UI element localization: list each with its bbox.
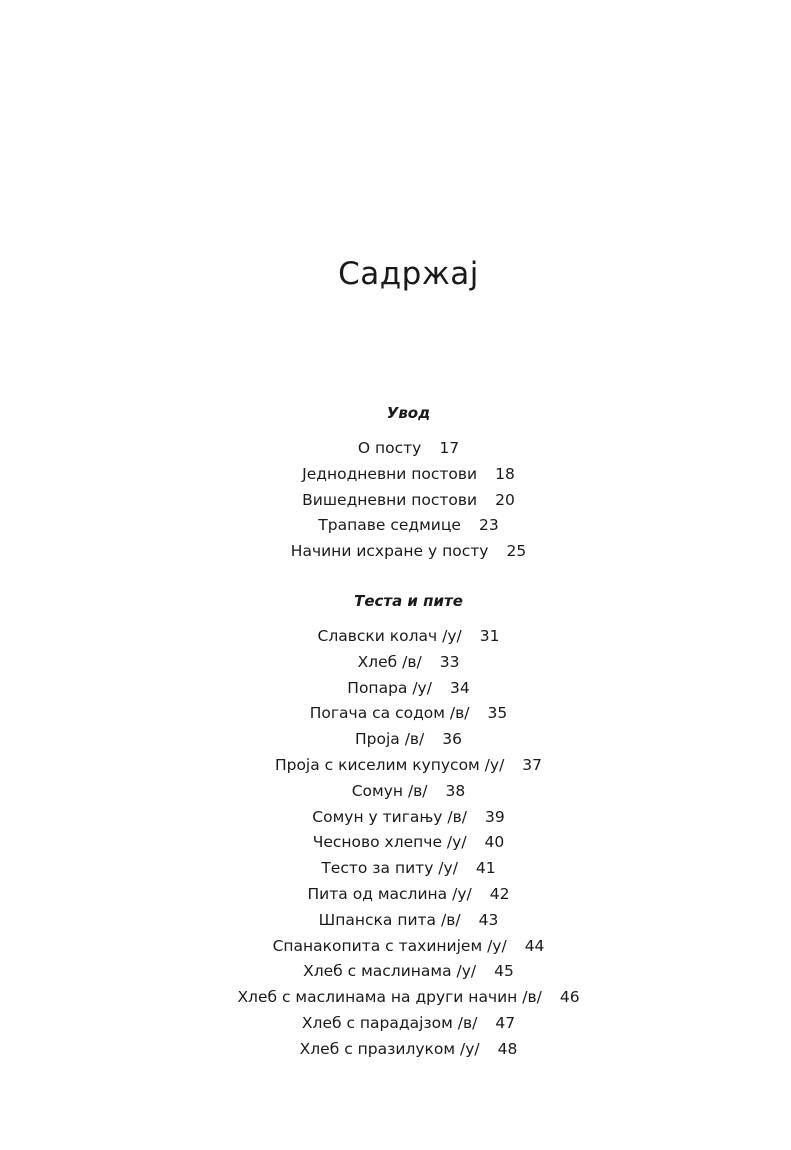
toc-entry xyxy=(0,1011,791,1037)
toc-entry xyxy=(0,436,791,462)
toc-section-dough-and-pies xyxy=(0,588,791,1063)
toc-entry xyxy=(0,856,791,882)
toc-entry-page-number: 44 xyxy=(524,936,545,955)
toc-entry-label: Шпанска пита /в/ xyxy=(318,910,461,929)
toc-entry-label: Сомун у тигању /в/ xyxy=(312,807,467,826)
toc-entry-page-number: 47 xyxy=(495,1013,516,1032)
toc-entry-page-number: 34 xyxy=(449,678,470,697)
toc-entry xyxy=(0,805,791,831)
toc-entry-page-number: 35 xyxy=(487,704,508,723)
toc-entry xyxy=(0,539,791,565)
toc-entry-page-number: 48 xyxy=(497,1039,518,1058)
toc-entry-label: Спанакопита с тахинијем /у/ xyxy=(272,936,507,955)
toc-entry xyxy=(0,830,791,856)
toc-entry xyxy=(0,908,791,934)
toc-entry-label: Проја /в/ xyxy=(354,730,425,749)
toc-entry-page-number: 31 xyxy=(479,627,500,645)
toc-entry-label: Хлеб с празилуком /у/ xyxy=(299,1039,480,1058)
toc-entry-label: Проја с киселим купусом /у/ xyxy=(274,755,505,774)
toc-entry xyxy=(0,727,791,753)
toc-entry-page-number: 17 xyxy=(439,439,460,457)
toc-entry xyxy=(0,650,791,676)
toc-entry-label: Хлеб с парадајзом /в/ xyxy=(301,1013,478,1032)
toc-entry-page-number: 38 xyxy=(445,781,466,800)
toc-entry-page-number: 18 xyxy=(495,464,515,483)
toc-entry-page-number: 33 xyxy=(439,652,460,671)
toc-entry-page-number: 37 xyxy=(522,755,543,774)
toc-entry-label: Једнодневни постови xyxy=(302,464,478,483)
toc-entry xyxy=(0,882,791,908)
toc-entry-page-number: 46 xyxy=(559,988,580,1007)
toc-entry-page-number: 25 xyxy=(506,542,527,561)
toc-entry-page-number: 45 xyxy=(494,962,514,981)
toc-entry-label: Хлеб /в/ xyxy=(357,652,422,671)
toc-entry xyxy=(0,513,791,539)
toc-entry-label: Хлеб с маслинама на други начин /в/ xyxy=(237,988,542,1007)
toc-entry xyxy=(0,959,791,985)
section-heading: Теста и пите xyxy=(354,592,463,610)
page-title: Садржај xyxy=(338,256,479,292)
toc-entries xyxy=(0,436,791,565)
toc-entry xyxy=(0,779,791,805)
toc-entry xyxy=(0,753,791,779)
toc-entry-label: Сомун /в/ xyxy=(351,781,428,800)
toc-entry-page-number: 23 xyxy=(478,516,499,535)
toc-entry-page-number: 39 xyxy=(484,807,505,826)
toc-entry-page-number: 20 xyxy=(495,490,515,509)
toc-entry-label: Попара /у/ xyxy=(347,678,432,697)
toc-section-intro xyxy=(0,400,791,565)
toc-entry-page-number: 43 xyxy=(478,910,499,929)
toc-entry-label: Славски колач /у/ xyxy=(317,627,462,645)
toc-entry-label: О посту xyxy=(357,439,422,457)
toc-entry-label: Чесново хлепче /у/ xyxy=(312,833,467,852)
toc-entry xyxy=(0,934,791,960)
toc-entry-page-number: 40 xyxy=(484,833,505,852)
toc-entries xyxy=(0,624,791,1063)
toc-entry xyxy=(0,488,791,514)
toc-entry-page-number: 36 xyxy=(442,730,463,749)
toc-entry-label: Вишедневни постови xyxy=(302,490,478,509)
toc-entry-page-number: 42 xyxy=(489,884,510,903)
section-heading: Увод xyxy=(386,404,431,422)
toc-entry xyxy=(0,1037,791,1063)
toc-entry-label: Начини исхране у посту xyxy=(290,542,489,561)
toc-entry-label: Трапаве седмице xyxy=(318,516,461,535)
toc-entry xyxy=(0,624,791,650)
toc-entry xyxy=(0,462,791,488)
toc-entry-label: Погача са содом /в/ xyxy=(309,704,470,723)
toc-entry xyxy=(0,701,791,727)
toc-entry xyxy=(0,676,791,702)
toc-entry-label: Хлеб с маслинама /у/ xyxy=(303,962,477,981)
toc-entry-label: Пита од маслина /у/ xyxy=(307,884,472,903)
toc-entry-label: Тесто за питу /у/ xyxy=(321,859,458,878)
toc-entry xyxy=(0,985,791,1011)
toc-entry-page-number: 41 xyxy=(475,859,496,878)
